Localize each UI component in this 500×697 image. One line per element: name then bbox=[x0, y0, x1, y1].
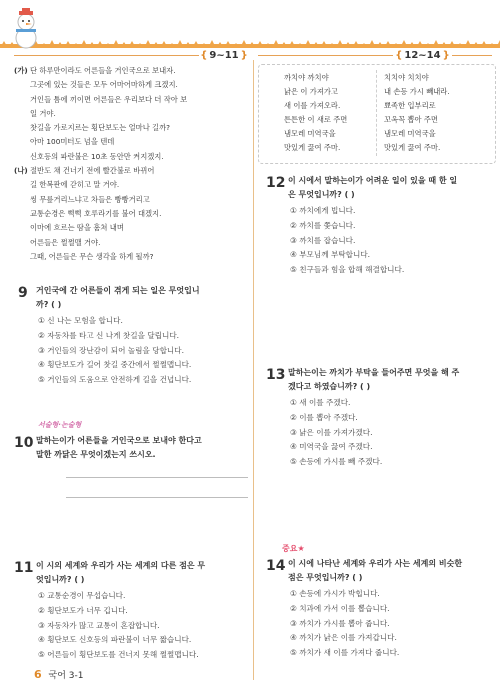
passage-line bbox=[14, 93, 187, 107]
question-11-options bbox=[38, 589, 199, 663]
poem-line: 튼튼한 이 새로 주면 bbox=[284, 115, 348, 125]
answer-option[interactable]: ③ 거인들의 장난감이 되어 놀림을 당합니다. bbox=[38, 345, 184, 355]
poem-line: 냄모레 미역국을 bbox=[384, 129, 436, 139]
passage-line bbox=[14, 64, 187, 78]
answer-option[interactable]: ③ 까치를 잡습니다. bbox=[290, 235, 356, 245]
question-9-options bbox=[38, 314, 191, 388]
answer-option[interactable]: ④ 횡단보도가 길어 찻길 중간에서 쩔쩔맵니다. bbox=[38, 360, 192, 370]
passage-line bbox=[14, 250, 187, 264]
poem-line: 맛있게 끓여 주마. bbox=[284, 143, 341, 153]
poem-passage-left bbox=[14, 64, 187, 264]
passage-text: 그때, 어른들은 무슨 생각을 하게 될까? bbox=[30, 251, 154, 261]
poem-line: 까치야 까치야 bbox=[284, 73, 329, 82]
answer-option[interactable]: ② 자동차를 타고 신 나게 찻길을 달립니다. bbox=[38, 330, 180, 340]
answer-line-1[interactable] bbox=[66, 477, 248, 478]
question-14-text: 이 시에 나타난 세계와 우리가 사는 세계의 비슷한 점은 무엇입니까? ( ) bbox=[288, 559, 463, 582]
passage-line bbox=[14, 121, 187, 135]
question-10-text: 말하는이가 어른들을 거인국으로 보내야 한다고 말한 까닭은 무엇이겠는지 쓰시오. bbox=[36, 436, 202, 459]
poem-column-2 bbox=[384, 71, 450, 156]
passage-tag: (나) bbox=[14, 166, 28, 176]
snowman-icon bbox=[6, 8, 46, 50]
header-rule-left bbox=[14, 55, 199, 56]
question-12-options bbox=[290, 204, 404, 278]
question-14-number: 14 bbox=[266, 558, 286, 574]
passage-text: 이마에 흐르는 땀을 훔쳐 내며 bbox=[30, 223, 124, 233]
header-rule-right-end bbox=[452, 55, 492, 56]
column-divider bbox=[253, 60, 254, 680]
answer-option[interactable]: ① 까치에게 빕니다. bbox=[290, 206, 356, 215]
question-12-text: 이 시에서 말하는이가 어려운 일이 있을 때 한 일 은 무엇입니까? ( ) bbox=[288, 176, 458, 199]
passage-line bbox=[14, 107, 187, 121]
passage-line bbox=[14, 135, 187, 149]
passage-line bbox=[14, 164, 187, 178]
question-13-options bbox=[290, 396, 382, 470]
answer-option[interactable]: ③ 자동차가 많고 교통이 혼잡합니다. bbox=[38, 620, 160, 630]
passage-text: 아마 100미터도 넘을 텐데 bbox=[30, 137, 115, 147]
answer-option[interactable]: ① 교통순경이 무섭습니다. bbox=[38, 591, 126, 600]
passage-text: 길 한복판에 갇히고 말 거야. bbox=[30, 180, 120, 190]
answer-option[interactable]: ② 까치를 쫓습니다. bbox=[290, 220, 356, 230]
poem-line: 내 손등 가시 빼내라. bbox=[384, 87, 450, 97]
question-12-number: 12 bbox=[266, 175, 286, 191]
poem-line: 냄모레 미역국을 bbox=[284, 129, 336, 139]
answer-option[interactable]: ④ 횡단보도 신호등의 파란불이 너무 짧습니다. bbox=[38, 635, 192, 645]
answer-option[interactable]: ⑤ 손등에 가시를 빼 주겠다. bbox=[290, 457, 383, 467]
poem-column-divider bbox=[376, 70, 377, 156]
page-footer bbox=[34, 668, 83, 681]
question-9-number: 9 bbox=[18, 285, 28, 301]
answer-option[interactable]: ⑤ 어른들이 횡단보도를 건너지 못해 쩔쩔맵니다. bbox=[38, 650, 199, 660]
passage-line bbox=[14, 178, 187, 192]
answer-line-2[interactable] bbox=[66, 497, 248, 498]
answer-option[interactable]: ⑤ 거인들의 도움으로 안전하게 길을 건넙니다. bbox=[38, 375, 192, 385]
page-number: 6 bbox=[34, 668, 42, 681]
answer-option[interactable]: ⑤ 까치가 새 이를 가져다 줍니다. bbox=[290, 648, 400, 658]
passage-line bbox=[14, 221, 187, 235]
answer-option[interactable]: ③ 까치가 가시를 뽑아 줍니다. bbox=[290, 618, 390, 628]
grass-border bbox=[0, 40, 500, 48]
question-10-badge: 서술형·논술형 bbox=[38, 421, 82, 429]
answer-option[interactable]: ① 새 이를 주겠다. bbox=[290, 398, 351, 407]
poem-line: 새 이를 가져오라. bbox=[284, 101, 341, 111]
poem-line: 뾰족한 입부리로 bbox=[384, 101, 436, 111]
poem-line: 낡은 이 가져가고 bbox=[284, 87, 338, 97]
poem-column-1 bbox=[284, 71, 347, 156]
passage-text: 일 거야. bbox=[30, 108, 56, 118]
question-13-number: 13 bbox=[266, 367, 286, 383]
answer-option[interactable]: ② 이를 뽑아 주겠다. bbox=[290, 412, 358, 422]
question-9-text: 거인국에 간 어른들이 겪게 되는 일은 무엇입니 까? ( ) bbox=[36, 286, 200, 309]
passage-text: 그곳에 있는 것들은 모두 어마어마하게 크겠지. bbox=[30, 80, 178, 90]
passage-line bbox=[14, 193, 187, 207]
answer-option[interactable]: ④ 까치가 낡은 이를 가져갑니다. bbox=[290, 633, 397, 643]
answer-option[interactable]: ① 손등에 가시가 박힙니다. bbox=[290, 589, 380, 598]
answer-option[interactable]: ③ 낡은 이를 가져가겠다. bbox=[290, 427, 373, 437]
header-rule-right bbox=[258, 55, 393, 56]
passage-tag: (가) bbox=[14, 66, 28, 75]
section-range-left: { 9~11 } bbox=[200, 49, 248, 61]
question-13-text: 말하는이는 까치가 부탁을 들어주면 무엇을 해 주 겠다고 하였습니까? ( ) bbox=[288, 368, 460, 391]
passage-text: 단 하루만이라도 어른들을 거인국으로 보내자. bbox=[30, 66, 176, 75]
passage-text: 씽 무릎거리느냐고 차들은 빵빵거리고 bbox=[30, 194, 150, 204]
question-10-number: 10 bbox=[14, 435, 34, 451]
poem-line: 꼬옥꼭 뽑아 주면 bbox=[384, 115, 438, 125]
passage-text: 절반도 채 건너기 전에 빨간불로 바뀌어 bbox=[30, 166, 155, 176]
passage-text: 신호등의 파란불은 10초 동안만 켜지겠지. bbox=[30, 151, 164, 161]
passage-text: 어른들은 쩔쩔맬 거야. bbox=[30, 237, 101, 247]
question-11-number: 11 bbox=[14, 560, 34, 576]
answer-option[interactable]: ② 치과에 가서 이를 뽑습니다. bbox=[290, 603, 390, 613]
passage-text: 거인들 틈에 끼이면 어른들은 우리보다 더 작아 보 bbox=[30, 94, 188, 104]
answer-option[interactable]: ② 횡단보도가 너무 깁니다. bbox=[38, 605, 128, 615]
answer-option[interactable]: ① 신 나는 모험을 합니다. bbox=[38, 316, 123, 325]
question-14-options bbox=[290, 587, 399, 661]
answer-option[interactable]: ⑤ 친구들과 힘을 합해 해결합니다. bbox=[290, 265, 405, 275]
section-range-right: { 12~14 } bbox=[395, 49, 450, 61]
subject-label: 국어 3-1 bbox=[48, 671, 84, 681]
passage-line bbox=[14, 150, 187, 164]
passage-line bbox=[14, 207, 187, 221]
passage-line bbox=[14, 236, 187, 250]
question-11-text: 이 시의 세계와 우리가 사는 세계의 다른 점은 무 엇입니까? ( ) bbox=[36, 561, 206, 584]
passage-text: 교통순경은 삑삑 호루라기를 불어 대겠지. bbox=[30, 208, 162, 218]
poem-line: 치치야 치치야 bbox=[384, 73, 429, 82]
poem-line: 맛있게 끓여 주마. bbox=[384, 143, 441, 153]
passage-line bbox=[14, 78, 187, 92]
question-14-badge: 중요★ bbox=[282, 544, 305, 553]
answer-option[interactable]: ④ 부모님께 부탁합니다. bbox=[290, 250, 371, 260]
passage-text: 찻길을 가로지르는 횡단보도는 얼마나 길까? bbox=[30, 123, 171, 133]
answer-option[interactable]: ④ 미역국을 끓여 주겠다. bbox=[290, 442, 373, 452]
